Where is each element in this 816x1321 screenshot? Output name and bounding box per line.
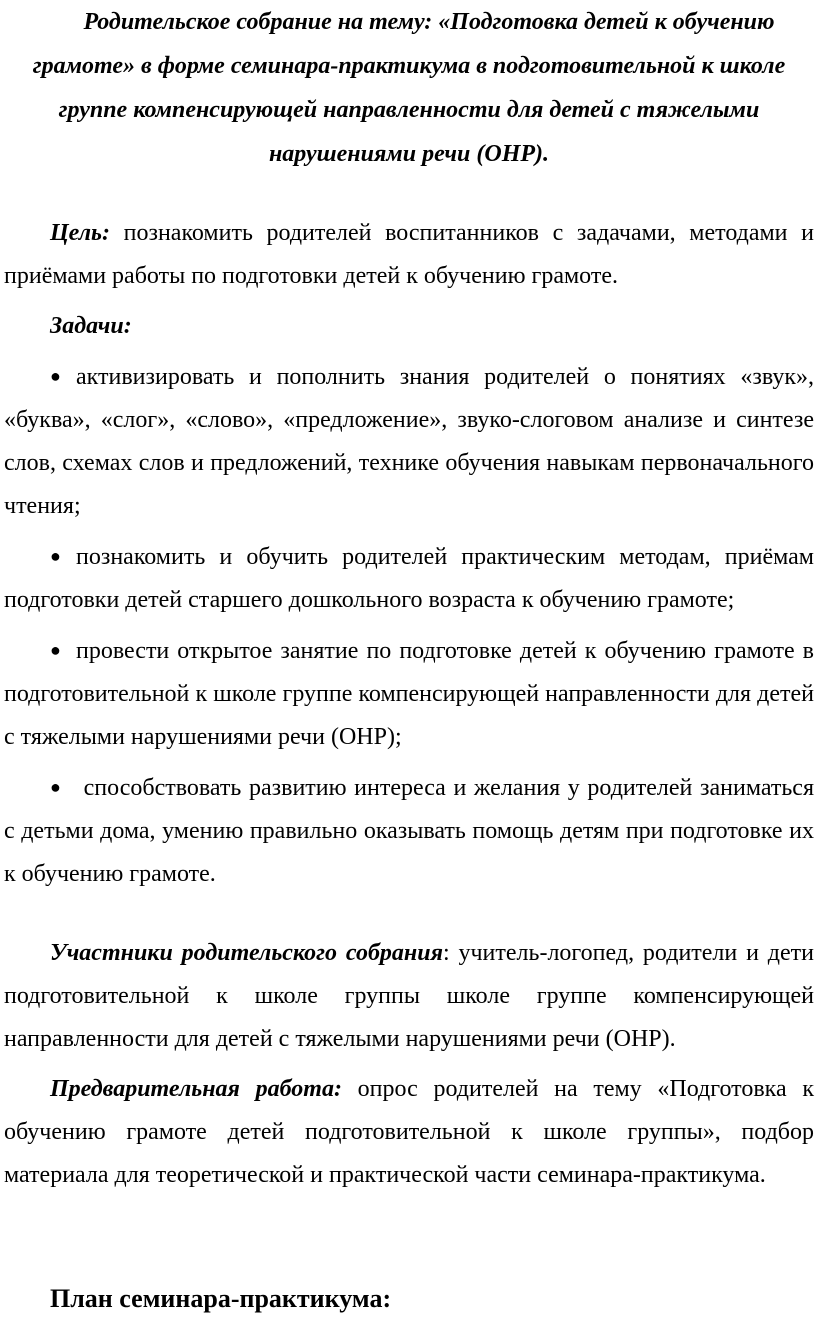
spacer [4,896,814,932]
spacer [4,176,814,212]
bullet-dot-icon: ● [50,546,61,566]
task-item [4,766,814,896]
tasks-heading [4,305,814,348]
spacer [4,298,814,305]
spacer [4,348,814,355]
task-item [4,355,814,528]
participants-label: Участники родительского собрания [50,940,443,966]
spacer [4,759,814,766]
document-page [4,0,814,1321]
goal-text: познакомить родителей воспитанников с задачами, методами и приёмами работы по подготовки детей к обучению грамоте. [4,220,814,289]
tasks-label: Задачи: [50,313,132,339]
task-item [4,629,814,759]
preliminary-label: Предварительная работа: [50,1076,342,1102]
task-item-text: провести открытое занятие по подготовке детей к обучению грамоте в подготовительной к школе группе компенсирующей направленности для детей с тяжелыми нарушениями речи (ОНР); [4,638,814,750]
participants-text: : учитель-логопед, родители и дети подготовительной к школе группы школе группе компенсирующей направленности для детей с тяжелыми нарушениями речи (ОНР). [4,940,814,1052]
participants-paragraph [4,932,814,1061]
spacer [4,622,814,629]
spacer [4,528,814,535]
goal-paragraph [4,212,814,298]
plan-heading: План семинара-практикума: [50,1284,392,1313]
task-item-text: способствовать развитию интереса и желания у родителей заниматься с детьми дома, умению правильно оказывать помощь детям при подготовке их к обучению грамоте. [4,775,814,887]
task-item-text: активизировать и пополнить знания родителей о понятиях «звук», «буква», «слог», «слово», «предложение», звуко-слоговом анализе и синтезе слов, схемах слов и предложений, технике обучения навыкам первоначального чтения; [4,364,814,519]
task-item [4,535,814,622]
preliminary-paragraph [4,1068,814,1197]
spacer [4,1061,814,1068]
task-item-text: познакомить и обучить родителей практическим методам, приёмам подготовки детей старшего дошкольного возраста к обучению грамоте; [4,544,814,613]
preliminary-text: опрос родителей на тему «Подготовка к обучению грамоте детей подготовительной к школе группы», подбор материала для теоретической и практической части семинара-практикума. [4,1076,815,1188]
document-title: Родительское собрание на тему: «Подготовка детей к обучению грамоте» в форме семинара-практикума в подготовительной к школе группе компенсирующей направленности для детей с тяжелыми нарушениями речи (ОНР). [32,9,786,167]
bullet-dot-icon: ● [50,777,61,797]
bullet-dot-icon: ● [50,366,61,386]
goal-label: Цель: [50,220,110,246]
bullet-dot-icon: ● [50,640,61,660]
